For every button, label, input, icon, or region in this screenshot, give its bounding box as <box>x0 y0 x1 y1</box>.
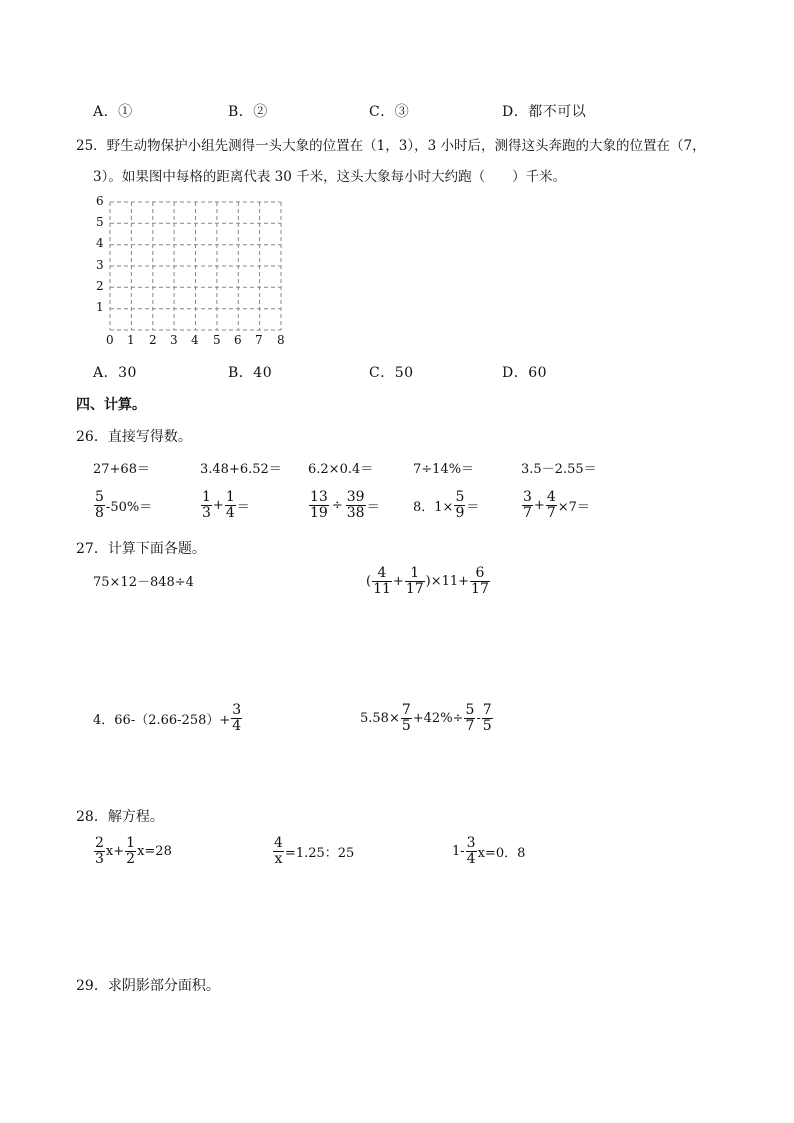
y-tick-2: 2 <box>96 279 104 293</box>
numerator: 1 <box>225 489 235 505</box>
denominator: 17 <box>471 581 489 597</box>
fraction <box>125 836 136 867</box>
q27-e1: 75×12－848÷4 <box>93 575 194 590</box>
q26-r2-e3 <box>308 490 380 521</box>
q26-r1-e2: 3.48+6.52＝ <box>200 462 282 477</box>
numerator: 7 <box>401 702 411 718</box>
numerator: 6 <box>470 566 490 582</box>
x-tick-2: 2 <box>149 333 157 347</box>
expr-prefix: 1- <box>452 844 465 859</box>
denominator: 7 <box>546 505 556 521</box>
fraction <box>94 490 105 521</box>
expr-tail: ＝ <box>466 500 480 515</box>
operator: + <box>392 574 404 589</box>
x-tick-6: 6 <box>234 333 242 347</box>
q24-option-d: D．都不可以 <box>502 104 587 120</box>
q26-title: 26．直接写得数。 <box>76 429 192 445</box>
numerator: 1 <box>126 835 136 851</box>
y-tick-4: 4 <box>96 236 104 250</box>
x-tick-3: 3 <box>170 333 178 347</box>
q29-title: 29．求阴影部分面积。 <box>76 978 220 994</box>
expr-tail: =1.25：25 <box>284 846 355 861</box>
expr-tail: ＝ <box>366 500 380 515</box>
numerator: 3 <box>523 489 532 505</box>
expr-tail: -50%＝ <box>105 500 153 515</box>
operator: + <box>212 498 224 513</box>
fraction <box>482 703 493 734</box>
q25-option-d: D．60 <box>502 365 548 381</box>
denominator: 8 <box>95 505 104 521</box>
fraction <box>546 490 557 521</box>
fraction <box>309 490 329 521</box>
coordinate-grid <box>90 188 300 350</box>
q27-title: 27．计算下面各题。 <box>76 541 206 557</box>
fraction <box>401 703 412 734</box>
expr-mid: )×11+ <box>425 574 470 589</box>
denominator: 19 <box>310 505 328 521</box>
expr-tail: x=0．8 <box>477 846 526 861</box>
denominator: 7 <box>523 505 532 521</box>
denominator: 11 <box>373 581 391 597</box>
q26-r1-e5: 3.5－2.55＝ <box>521 462 597 477</box>
x-tick-7: 7 <box>255 333 263 347</box>
expr-tail: ＝ <box>236 500 250 515</box>
fraction <box>231 703 242 734</box>
numerator: 1 <box>202 489 211 505</box>
numerator: 7 <box>482 702 492 718</box>
fraction <box>522 490 533 521</box>
operator: - <box>476 711 481 726</box>
q26-r1-e3: 6.2×0.4＝ <box>308 462 374 477</box>
denominator: 2 <box>126 851 136 867</box>
numerator: 4 <box>274 835 283 851</box>
expr-mid: +42%÷ <box>412 711 464 726</box>
denominator: x <box>274 851 283 867</box>
denominator: 3 <box>202 505 211 521</box>
y-tick-1: 1 <box>96 300 104 314</box>
denominator: 7 <box>465 718 475 734</box>
denominator: 5 <box>482 718 492 734</box>
x-tick-0: 0 <box>106 333 114 347</box>
q27-e2 <box>366 566 491 597</box>
q24-option-b: B．② <box>228 104 268 120</box>
y-tick-6: 6 <box>96 194 104 208</box>
numerator: 4 <box>372 566 392 582</box>
q26-r2-e5 <box>521 490 590 521</box>
expr-tail: x=28 <box>137 844 172 859</box>
expr-tail: ×7＝ <box>557 500 590 515</box>
q25-question-line2: 3）。如果图中每格的距离代表 30 千米，这头大象每小时大约跑（ ）千米。 <box>93 169 567 185</box>
numerator: 5 <box>465 702 475 718</box>
numerator: 3 <box>232 702 242 718</box>
q26-r2-e4 <box>413 490 479 521</box>
numerator: 5 <box>455 489 465 505</box>
fraction <box>470 566 490 597</box>
numerator: 39 <box>346 489 365 505</box>
q28-e1 <box>93 836 172 867</box>
q27-e3 <box>93 703 243 734</box>
numerator: 13 <box>310 489 328 505</box>
fraction <box>464 703 475 734</box>
x-tick-1: 1 <box>127 333 135 347</box>
q26-r2-e1 <box>93 490 152 521</box>
q25-option-b: B．40 <box>228 365 273 381</box>
fraction <box>94 836 105 867</box>
grid-svg <box>90 188 300 350</box>
q24-option-c: C．③ <box>369 104 410 120</box>
denominator: 38 <box>346 505 365 521</box>
x-tick-4: 4 <box>191 333 199 347</box>
q24-option-a: A．① <box>93 104 133 120</box>
q28-e2 <box>272 836 354 867</box>
expr-mid: x+ <box>105 844 125 859</box>
fraction <box>225 490 236 521</box>
denominator: 17 <box>405 581 424 597</box>
operator: ÷ <box>331 498 343 513</box>
fraction <box>405 566 425 597</box>
q28-e3 <box>452 836 525 867</box>
denominator: 4 <box>466 851 476 867</box>
section-4-heading: 四、计算。 <box>76 397 146 413</box>
expr-prefix: 8．1× <box>413 500 454 515</box>
paren-open: ( <box>366 574 372 589</box>
y-tick-5: 5 <box>96 215 104 229</box>
x-tick-8: 8 <box>277 333 285 347</box>
x-tick-5: 5 <box>213 333 221 347</box>
numerator: 2 <box>95 835 104 851</box>
q26-r1-e1: 27+68＝ <box>93 462 150 477</box>
q27-e4 <box>360 703 494 734</box>
q25-option-a: A．30 <box>93 365 137 381</box>
numerator: 5 <box>95 489 104 505</box>
denominator: 4 <box>225 505 235 521</box>
fraction <box>201 490 212 521</box>
numerator: 4 <box>546 489 556 505</box>
q28-title: 28．解方程。 <box>76 809 164 825</box>
q25-option-c: C．50 <box>369 365 414 381</box>
fraction <box>372 566 392 597</box>
expr-prefix: 5.58× <box>360 711 400 726</box>
q25-question-line1: 25．野生动物保护小组先测得一头大象的位置在（1，3），3 小时后，测得这头奔跑的大象的位置在（7， <box>76 138 706 154</box>
operator: + <box>533 498 545 513</box>
fraction <box>466 836 477 867</box>
fraction <box>346 490 366 521</box>
fraction <box>273 836 284 867</box>
fraction <box>454 490 465 521</box>
q26-r1-e4: 7÷14%＝ <box>413 462 475 477</box>
denominator: 3 <box>95 851 104 867</box>
numerator: 1 <box>405 566 425 582</box>
q26-r2-e2 <box>200 490 250 521</box>
expr-prefix: 4．66-（2.66-258）+ <box>93 713 231 728</box>
denominator: 5 <box>401 718 411 734</box>
numerator: 3 <box>466 835 476 851</box>
denominator: 4 <box>232 718 242 734</box>
y-tick-3: 3 <box>96 258 104 272</box>
denominator: 9 <box>455 505 465 521</box>
